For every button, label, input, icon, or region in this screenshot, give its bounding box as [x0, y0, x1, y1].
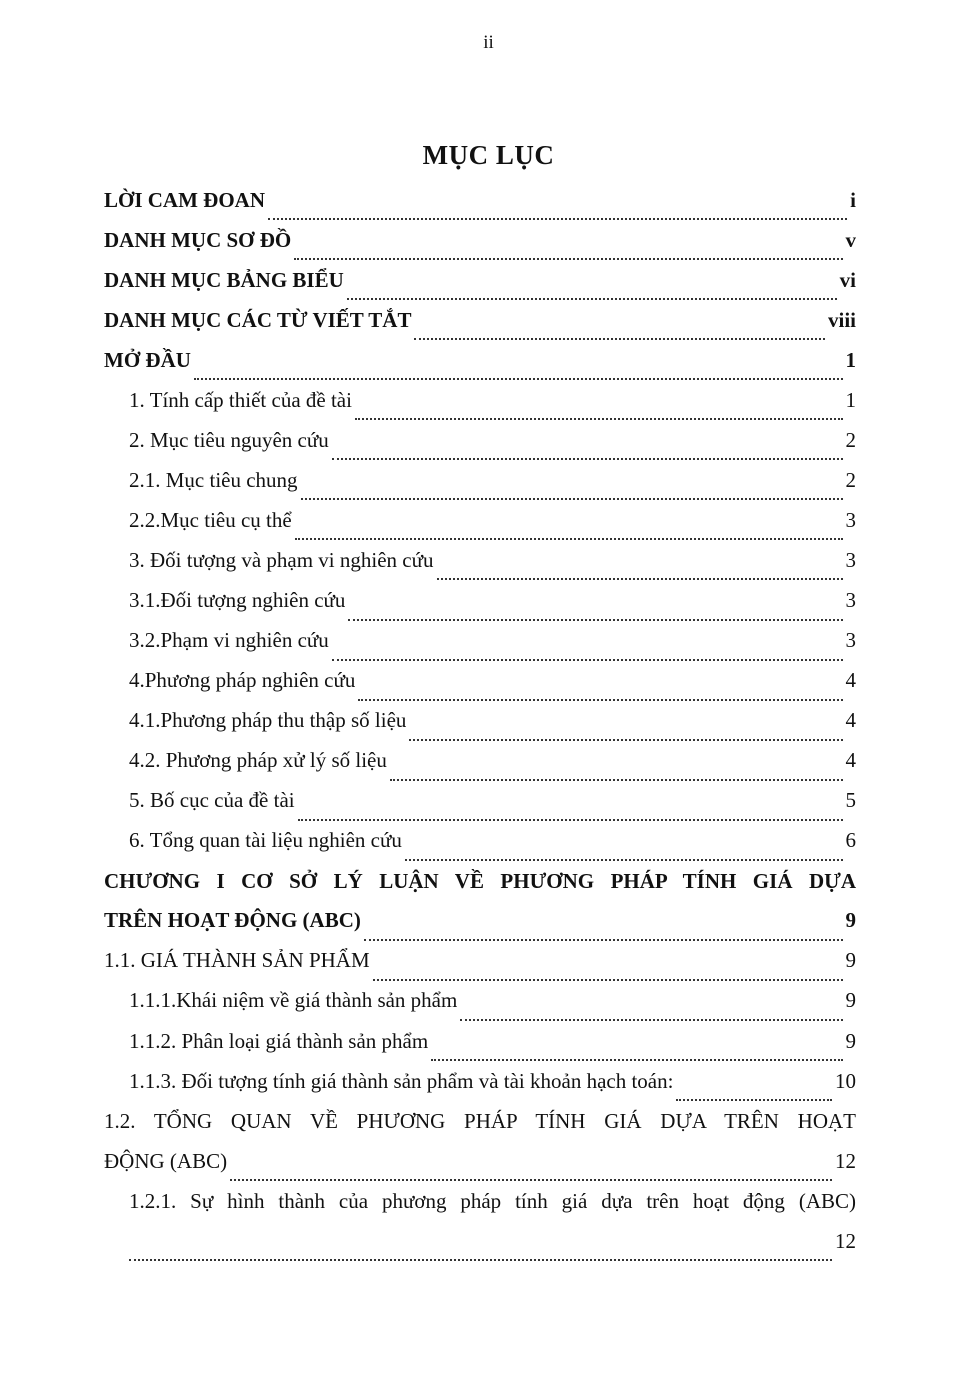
toc-entry[interactable]	[104, 741, 856, 781]
toc-entry-text: 1. Tính cấp thiết của đề tài	[129, 387, 352, 412]
toc-leader-dots	[437, 567, 843, 580]
toc-entry-text: 1.1.1.Khái niệm về giá thành sản phẩm	[129, 988, 458, 1013]
toc-leader-dots	[409, 728, 842, 741]
table-of-contents	[104, 180, 856, 1261]
toc-entry[interactable]	[104, 220, 856, 260]
toc-entry[interactable]	[104, 701, 856, 741]
toc-entry[interactable]	[104, 580, 856, 620]
page-number: ii	[483, 32, 494, 53]
toc-leader-dots	[431, 1048, 842, 1061]
toc-entry-text: 6. Tổng quan tài liệu nghiên cứu	[129, 828, 402, 853]
toc-leader-dots	[405, 848, 843, 861]
toc-leader-dots	[294, 247, 842, 260]
toc-entry-line2[interactable]	[104, 901, 856, 941]
toc-entry[interactable]	[104, 460, 856, 500]
toc-leader-dots	[414, 327, 825, 340]
toc-leader-dots	[355, 407, 843, 420]
toc-entry-page: 1	[845, 387, 856, 412]
toc-entry[interactable]	[104, 1021, 856, 1061]
toc-entry-page: 3	[845, 628, 856, 653]
toc-entry-page: 1	[845, 347, 856, 372]
toc-entry-text: 1.2.1. Sự hình thành của phương pháp tính giá dựa trên hoạt động (ABC)	[129, 1189, 856, 1214]
toc-entry-text: 1.1. GIÁ THÀNH SẢN PHẨM	[104, 948, 370, 973]
toc-entry-text: MỞ ĐẦU	[104, 347, 191, 372]
toc-entry-page: 12	[835, 1228, 856, 1253]
toc-entry-page: 12	[835, 1148, 856, 1173]
toc-leader-dots	[332, 447, 843, 460]
toc-leader-dots	[194, 367, 843, 380]
toc-entry-page: 3	[845, 507, 856, 532]
toc-leader-dots	[347, 287, 837, 300]
toc-leader-dots	[460, 1008, 842, 1021]
toc-entry-page: 3	[845, 547, 856, 572]
toc-entry-page: 9	[845, 988, 856, 1013]
toc-entry[interactable]	[104, 180, 856, 220]
toc-entry-page: 9	[845, 948, 856, 973]
toc-leader-dots	[332, 648, 843, 661]
toc-entry-text: 2. Mục tiêu nguyên cứu	[129, 427, 329, 452]
toc-entry-page: 6	[845, 828, 856, 853]
toc-entry[interactable]	[104, 540, 856, 580]
toc-entry-page: vi	[839, 267, 856, 292]
toc-entry[interactable]	[104, 661, 856, 701]
toc-entry[interactable]	[104, 941, 856, 981]
toc-entry[interactable]	[104, 781, 856, 821]
toc-entry[interactable]	[104, 500, 856, 540]
toc-entry-text: DANH MỤC BẢNG BIỂU	[104, 267, 344, 292]
toc-entry-page: 2	[845, 427, 856, 452]
toc-entry-text: TRÊN HOẠT ĐỘNG (ABC)	[104, 908, 361, 933]
toc-entry-text: ĐỘNG (ABC)	[104, 1148, 228, 1173]
toc-entry-page: 10	[835, 1068, 856, 1093]
toc-entry-page: 9	[845, 1028, 856, 1053]
toc-entry[interactable]	[104, 981, 856, 1021]
toc-entry-page: 4	[845, 668, 856, 693]
toc-entry[interactable]	[104, 821, 856, 861]
toc-entry-text: 3. Đối tượng và phạm vi nghiên cứu	[129, 547, 434, 572]
toc-entry-text: 3.1.Đối tượng nghiên cứu	[129, 587, 346, 612]
toc-leader-dots	[364, 928, 843, 941]
toc-entry-text: 5. Bố cục của đề tài	[129, 788, 295, 813]
toc-title: MỤC LỤC	[422, 140, 555, 170]
toc-entry-text: 2.2.Mục tiêu cụ thể	[129, 507, 292, 532]
toc-entry-page: i	[850, 187, 856, 212]
toc-entry-line2[interactable]	[104, 1141, 856, 1181]
toc-entry-page: v	[845, 227, 856, 252]
toc-entry-text: LỜI CAM ĐOAN	[104, 187, 265, 212]
toc-entry-text: 3.2.Phạm vi nghiên cứu	[129, 628, 329, 653]
toc-leader-dots	[268, 207, 847, 220]
toc-entry-page: 4	[845, 708, 856, 733]
toc-entry[interactable]	[104, 300, 856, 340]
toc-leader-dots	[358, 688, 842, 701]
toc-entry-line1[interactable]	[104, 1181, 856, 1221]
toc-entry-text: 4.Phương pháp nghiên cứu	[129, 668, 356, 693]
toc-leader-dots	[129, 1248, 832, 1261]
toc-entry-page: 5	[845, 788, 856, 813]
toc-entry-page: 3	[845, 587, 856, 612]
toc-leader-dots	[390, 768, 843, 781]
toc-entry[interactable]	[104, 340, 856, 380]
toc-entry-page: viii	[827, 307, 856, 332]
toc-leader-dots	[301, 487, 843, 500]
toc-entry-line2[interactable]	[104, 1221, 856, 1261]
toc-entry-text: 1.2. TỔNG QUAN VỀ PHƯƠNG PHÁP TÍNH GIÁ DỰA TRÊN HOẠT	[104, 1109, 856, 1134]
toc-entry-line1[interactable]	[104, 861, 856, 901]
toc-leader-dots	[230, 1168, 832, 1181]
toc-entry-text: CHƯƠNG I CƠ SỞ LÝ LUẬN VỀ PHƯƠNG PHÁP TÍNH GIÁ DỰA	[104, 868, 856, 893]
toc-entry-text: 1.1.2. Phân loại giá thành sản phẩm	[129, 1028, 429, 1053]
toc-entry[interactable]	[104, 621, 856, 661]
toc-entry[interactable]	[104, 380, 856, 420]
toc-leader-dots	[295, 527, 843, 540]
toc-entry-page: 4	[845, 748, 856, 773]
toc-entry-page: 9	[845, 908, 856, 933]
toc-leader-dots	[373, 968, 843, 981]
toc-entry-text: 4.2. Phương pháp xử lý số liệu	[129, 748, 387, 773]
toc-entry-text: DANH MỤC CÁC TỪ VIẾT TẮT	[104, 307, 412, 332]
toc-entry-text: 2.1. Mục tiêu chung	[129, 467, 298, 492]
toc-entry-text: DANH MỤC SƠ ĐỒ	[104, 227, 292, 252]
toc-entry-text: 1.1.3. Đối tượng tính giá thành sản phẩm và tài khoản hạch toán:	[129, 1068, 674, 1093]
toc-leader-dots	[348, 608, 842, 621]
toc-leader-dots	[298, 808, 843, 821]
toc-entry[interactable]	[104, 420, 856, 460]
toc-entry[interactable]	[104, 260, 856, 300]
toc-entry-page: 2	[845, 467, 856, 492]
toc-leader-dots	[676, 1088, 832, 1101]
toc-entry-text: 4.1.Phương pháp thu thập số liệu	[129, 708, 407, 733]
toc-entry[interactable]	[104, 1061, 856, 1101]
toc-entry-line1[interactable]	[104, 1101, 856, 1141]
